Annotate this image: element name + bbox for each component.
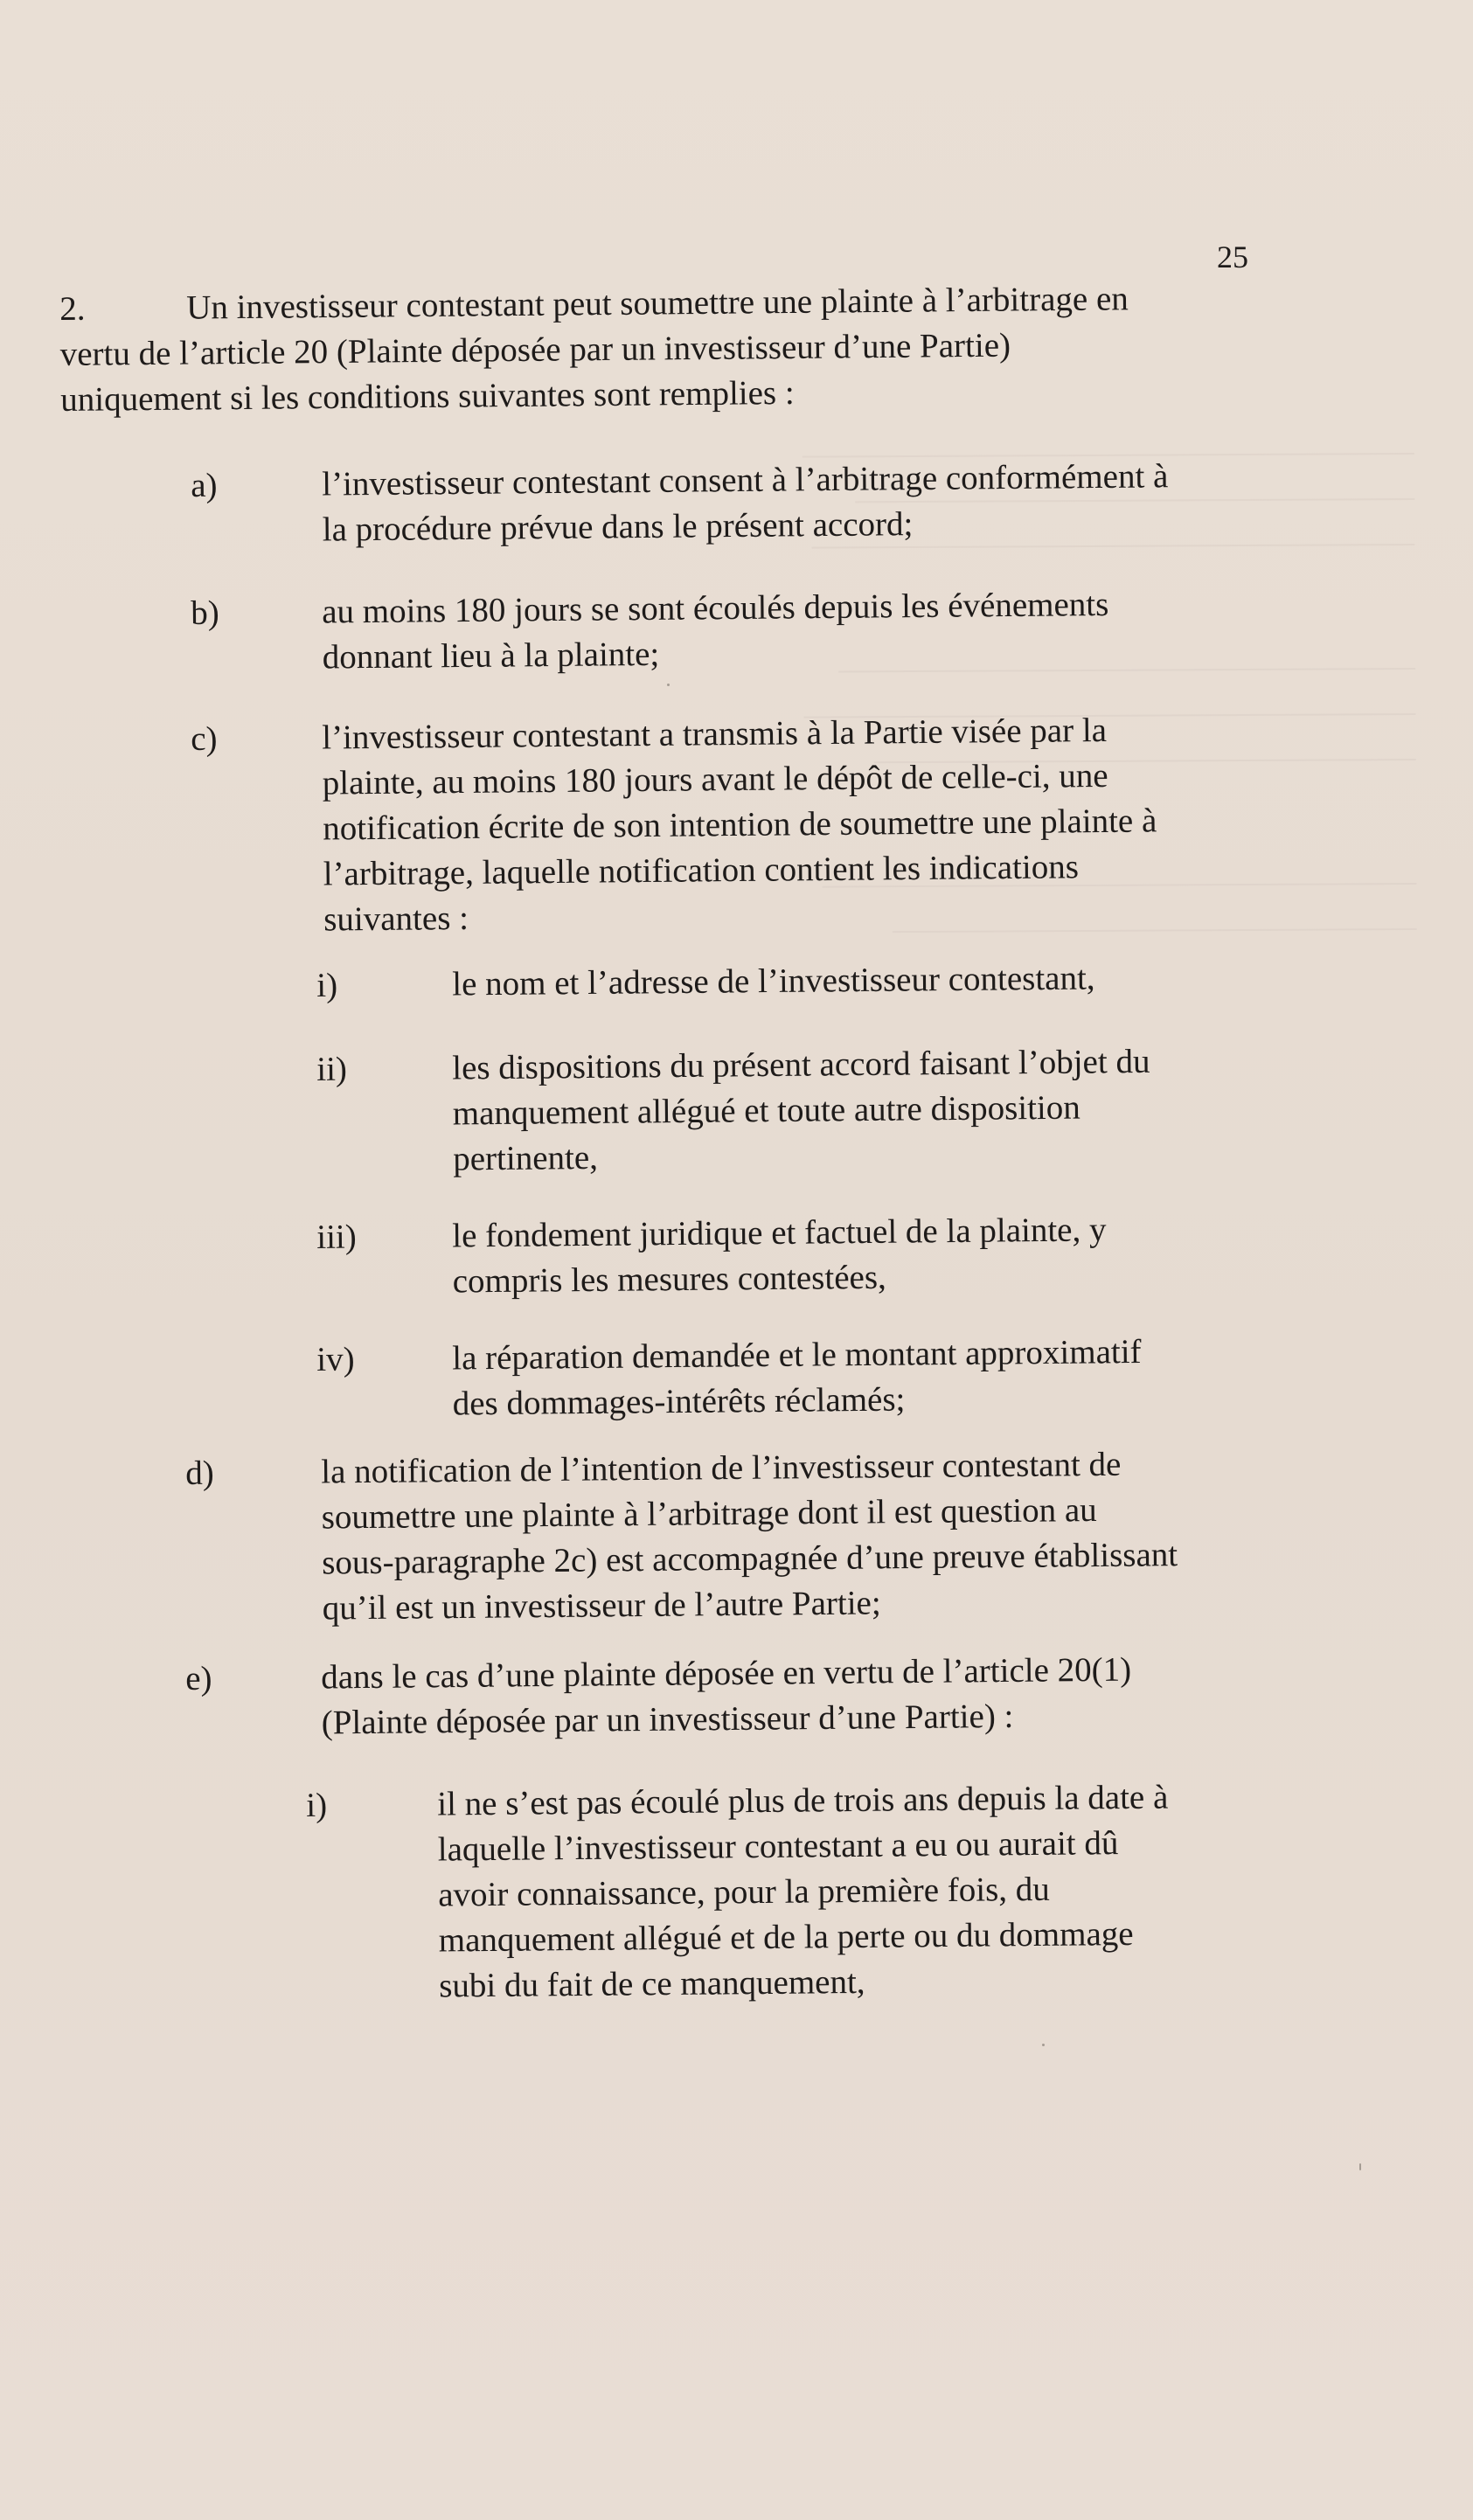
sub-item-line: la réparation demandée et le montant approximatif [452,1332,1142,1378]
item-line: la procédure prévue dans le présent accord; [322,505,914,549]
list-item-c [191,706,1286,953]
paragraph-number: 2. [59,289,86,328]
sub-item-text [452,955,1095,1007]
sub-item-line: compris les mesures contestées, [452,1258,886,1301]
sub-item-e-i [306,1774,1288,2019]
sub-item-label: ii) [316,1050,348,1088]
paper-speck [667,684,670,686]
sub-item-c-iii [316,1205,1279,1311]
sub-item-c-i [316,954,1278,1012]
sub-item-text [437,1775,1171,2010]
sub-item-line: le nom et l’adresse de l’investisseur contestant, [452,959,1095,1003]
item-label: e) [185,1659,212,1697]
item-label: b) [191,594,219,632]
item-line: sous-paragraphe 2c) est accompagnée d’une preuve établissant [322,1536,1178,1582]
item-line: (Plainte déposée par un investisseur d’une Partie) : [321,1697,1014,1742]
item-label: d) [185,1454,214,1492]
sub-item-line: le fondement juridique et factuel de la plainte, y [452,1211,1107,1255]
sub-item-line: les dispositions du présent accord faisant l’objet du [452,1042,1150,1087]
item-line: l’investisseur contestant consent à l’arbitrage conformément à [322,457,1169,503]
paper-speck [1042,2044,1045,2046]
item-line: qu’il est un investisseur de l’autre Partie; [322,1584,881,1628]
item-line: suivantes : [323,899,469,939]
item-line: l’arbitrage, laquelle notification contient les indications [323,848,1080,893]
item-line: dans le cas d’une plainte déposée en vertu de l’article 20(1) [321,1650,1132,1697]
item-text [322,707,1158,942]
list-item-b [191,580,1284,687]
item-label: a) [191,466,218,504]
sub-item-line: manquement allégué et toute autre disposition [452,1088,1080,1133]
sub-item-line: il ne s’est pas écoulé plus de trois ans depuis la date à [437,1778,1169,1823]
paragraph-text: Un investisseur contestant peut soumettre une plainte à l’arbitrage en [186,280,1129,327]
item-line: plainte, au moins 180 jours avant le dépôt de celle-ci, une [322,756,1108,802]
item-line: notification écrite de son intention de soumettre une plainte à [323,802,1157,848]
sub-item-line: subi du fait de ce manquement, [439,1962,865,2005]
sub-item-line: laquelle l’investisseur contestant a eu ou aurait dû [437,1824,1119,1869]
item-line: soumettre une plainte à l’arbitrage dont il est question au [321,1490,1097,1537]
sub-item-c-iv [316,1328,1279,1434]
item-text [322,454,1169,552]
item-label: c) [191,719,218,758]
item-line: donnant lieu à la plainte; [322,635,660,677]
list-item-d [185,1440,1289,1643]
item-text [321,1648,1132,1746]
sub-item-line: avoir connaissance, pour la première fois, du [438,1870,1051,1914]
sub-item-label: iii) [316,1218,357,1256]
item-line: au moins 180 jours se sont écoulés depuis les événements [322,585,1109,631]
sub-item-text [452,1039,1151,1183]
sub-item-line: pertinente, [453,1138,599,1178]
paragraph-line: vertu de l’article 20 (Plainte déposée par un investisseur d’une Partie) [59,326,1011,373]
item-line: la notification de l’intention de l’investisseur contestant de [321,1445,1122,1491]
sub-item-text [452,1207,1107,1304]
sub-item-text [452,1329,1142,1427]
item-line: l’investisseur contestant a transmis à la Partie visée par la [322,711,1108,757]
sub-item-c-ii [316,1038,1279,1187]
sub-item-line: manquement allégué et de la perte ou du dommage [438,1914,1134,1960]
sub-item-label: i) [306,1786,328,1824]
page-number: 25 [1217,240,1248,274]
sub-item-line: des dommages-intérêts réclamés; [452,1380,906,1423]
paragraph-line: uniquement si les conditions suivantes sont remplies : [60,373,795,419]
paper-speck [1359,2163,1361,2170]
item-text [321,1441,1178,1631]
list-item-a [191,453,1284,559]
paragraph-2 [59,275,1240,423]
item-text [322,582,1109,681]
list-item-e [185,1646,1288,1753]
sub-item-label: iv) [316,1340,355,1378]
sub-item-label: i) [316,966,338,1004]
